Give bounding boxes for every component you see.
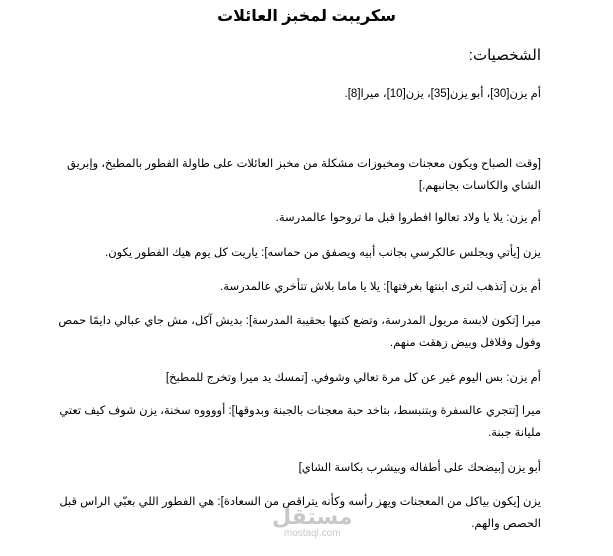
script-paragraph [71,276,541,298]
paragraph-line: يزن [يأتي ويجلس عالكرسي بجانب أبيه ويصفق من حماسه]: ياريت كل يوم هيك الفطور يكون. [105,247,541,259]
script-paragraph [71,457,541,479]
script-paragraph [71,367,541,389]
script-paragraph [71,83,541,105]
paragraph-line: يزن [يكون بياكل من المعجنات ويهز رأسه وكأنه يتراقص من السعادة]: هي الفطور اللي بعبّي الراس قبل [59,496,541,508]
script-paragraph [58,310,541,354]
document-title: سكريبت لمخبز العائلات [217,8,396,25]
watermark-arabic: مستقل [272,504,353,529]
paragraph-line: أبو يزن [بيضحك على أطفاله وبيشرب بكاسة الشاي] [298,462,541,474]
watermark-logo [272,506,352,539]
paragraph-line: مليانة جبنة. [488,427,541,439]
paragraph-line: أم يزن [تذهب لترى ابنتها بغرفتها]: يلا يا ماما بلاش تتأخري عالمدرسة. [220,281,541,293]
watermark-latin: mostaql.com [283,528,341,539]
paragraph-line: أم يزن: بس اليوم غير عن كل مرة تعالي وشوفي. [تمسك يد ميرا وتخرج للمطبخ] [165,372,541,384]
paragraph-line: أم يزن[30]، أبو يزن[35]، يزن[10]، ميرا[8]. [344,88,541,100]
script-paragraph [59,400,541,444]
paragraph-line: الشاي والكاسات بجانبهم.] [418,180,541,192]
script-paragraph [67,153,541,197]
characters-heading: الشخصيات: [468,47,541,64]
paragraph-line: ميرا [تتجري عالسفرة وبتنبسط، بتاخد حبة معجنات بالجبنة وبدوقها]: أووووه سخنة، يزن شوف كيف تعتي [59,405,541,417]
script-paragraph [71,242,541,264]
script-paragraph [71,207,541,229]
paragraph-line: [وقت الصباح ويكون معجنات ومخبوزات مشكلة من مخبز العائلات على طاولة الفطور بالمطبخ، وإبريق [67,158,541,170]
paragraph-line: الحصص والهم. [471,518,541,530]
paragraph-line: أم يزن: يلا يا ولاد تعالوا افطروا قبل ما تروحوا عالمدرسة. [275,212,541,224]
paragraph-line: ميرا [تكون لابسة مريول المدرسة، وتضع كتبها بحقيبة المدرسة]: بديش آكل، مش جاي عبالي دايمًا حمص [58,315,541,327]
paragraph-line: وفول وفلافل وبيض زهقت منهم. [389,337,541,349]
